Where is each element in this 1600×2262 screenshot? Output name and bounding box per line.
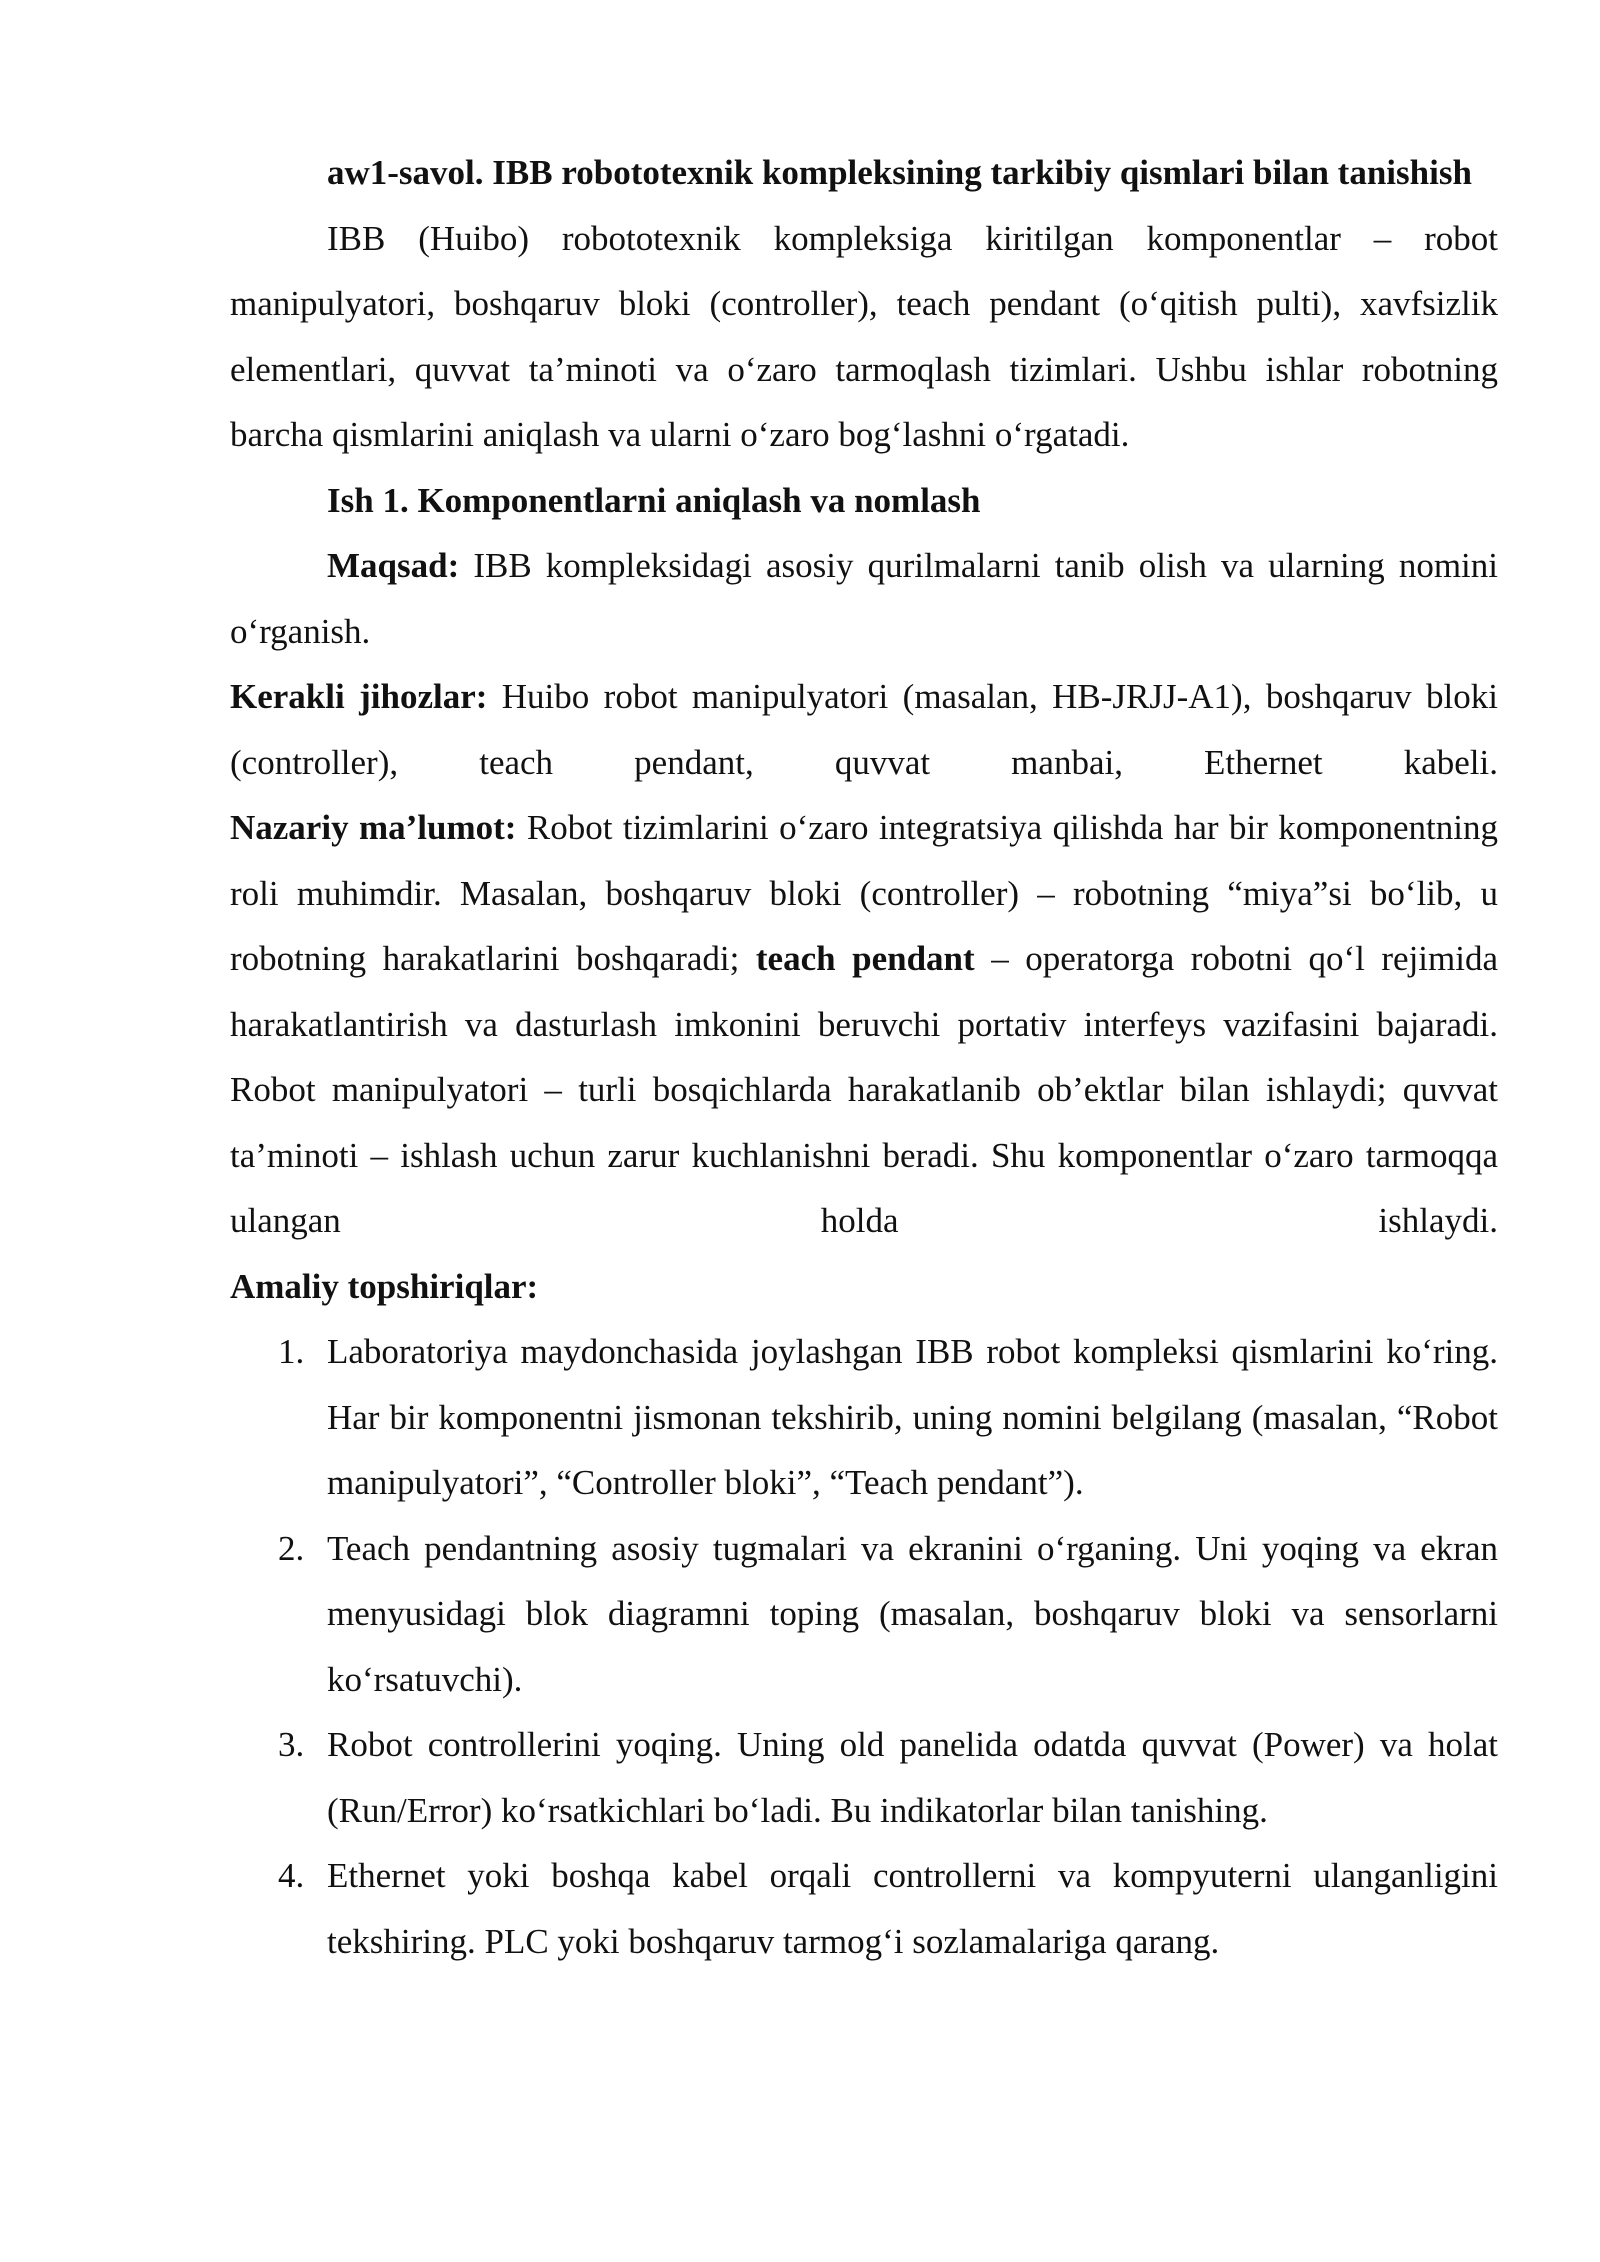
document-page [230, 140, 1498, 1974]
list-item-number: 1. [278, 1332, 305, 1371]
work-heading: Ish 1. Komponentlarni aniqlash va nomlash [327, 480, 981, 520]
list-item-number: 3. [278, 1725, 305, 1764]
intro-paragraph: IBB (Huibo) robototexnik kompleksiga kiritilgan komponentlar – robot manipulyatori, boshqaruv bloki (controller), teach pendant (o‘qitish pulti), xavfsizlik elementlari, quvvat ta’minoti va o‘zaro tarmoqlash tizimlari. Ushbu ishlar robotning barcha qismlarini aniqlash va ularni o‘zaro bog‘lashni o‘rgatadi. [230, 218, 1498, 454]
list-item-text: Laboratoriya maydonchasida joylashgan IBB robot kompleksi qismlarini ko‘ring. Har bir komponentni jismonan tekshirib, uning nomini belgilang (masalan, “Robot manipulyatori”, “Controller bloki”, “Teach pendant”). [327, 1332, 1498, 1502]
list-item-text: Ethernet yoki boshqa kabel orqali controllerni va kompyuterni ulanganligini tekshiring. PLC yoki boshqaruv tarmog‘i sozlamalariga qarang. [327, 1856, 1498, 1961]
list-item [230, 1843, 1498, 1974]
question-title: IBB robototexnik kompleksining tarkibiy qismlari bilan tanishish [492, 153, 1472, 192]
list-item-number: 4. [278, 1856, 305, 1895]
equipment-paragraph [230, 664, 1498, 795]
goal-label: Maqsad: [327, 546, 460, 585]
tasks-heading: Amaliy topshiriqlar: [230, 1266, 539, 1306]
theory-bold-term: teach pendant [755, 939, 975, 978]
list-item-number: 2. [278, 1528, 305, 1568]
theory-label: Nazariy ma’lumot: [230, 808, 517, 847]
theory-text-1: Robot tizimlarini o‘zaro integratsiya qilishda har bir komponentning roli muhimdir. Masalan, boshqaruv bloki (controller) – robotning “miya”si bo‘lib, u robotning harakatlarini boshqaradi; [230, 808, 1499, 978]
question-heading [230, 140, 1498, 206]
goal-text: IBB kompleksidagi asosiy qurilmalarni tanib olish va ularning nomini o‘rganish. [230, 546, 1498, 651]
list-item-text: Robot controllerini yoqing. Uning old panelida odatda quvvat (Power) va holat (Run/Error) ko‘rsatkichlari bo‘ladi. Bu indikatorlar bilan tanishing. [327, 1725, 1498, 1830]
list-item [230, 1319, 1498, 1516]
theory-paragraph [230, 795, 1498, 1254]
theory-text-2: – operatorga robotni qo‘l rejimida harakatlantirish va dasturlash imkonini beruvchi portativ interfeys vazifasini bajaradi. Robot manipulyatori – turli bosqichlarda harakatlanib ob’ektlar bilan ishlaydi; quvvat ta’minoti – ishlash uchun zarur kuchlanishni beradi. Shu komponentlar o‘zaro tarmoqqa ulangan holda ishlaydi. [230, 939, 1498, 1240]
list-item [230, 1516, 1498, 1713]
equipment-text: Huibo robot manipulyatori (masalan, HB-JRJJ-A1), boshqaruv bloki (controller), teach pendant, quvvat manbai, Ethernet kabeli. [230, 677, 1498, 782]
goal-paragraph [230, 533, 1498, 664]
tasks-list [230, 1319, 1498, 1974]
question-label: aw1-savol. [327, 153, 484, 192]
list-item-text: Teach pendantning asosiy tugmalari va ekranini o‘rganing. Uni yoqing va ekran menyusidagi blok diagramni toping (masalan, boshqaruv bloki va sensorlarni ko‘rsatuvchi). [327, 1528, 1498, 1699]
equipment-label: Kerakli jihozlar: [230, 677, 488, 716]
list-item [230, 1712, 1498, 1843]
